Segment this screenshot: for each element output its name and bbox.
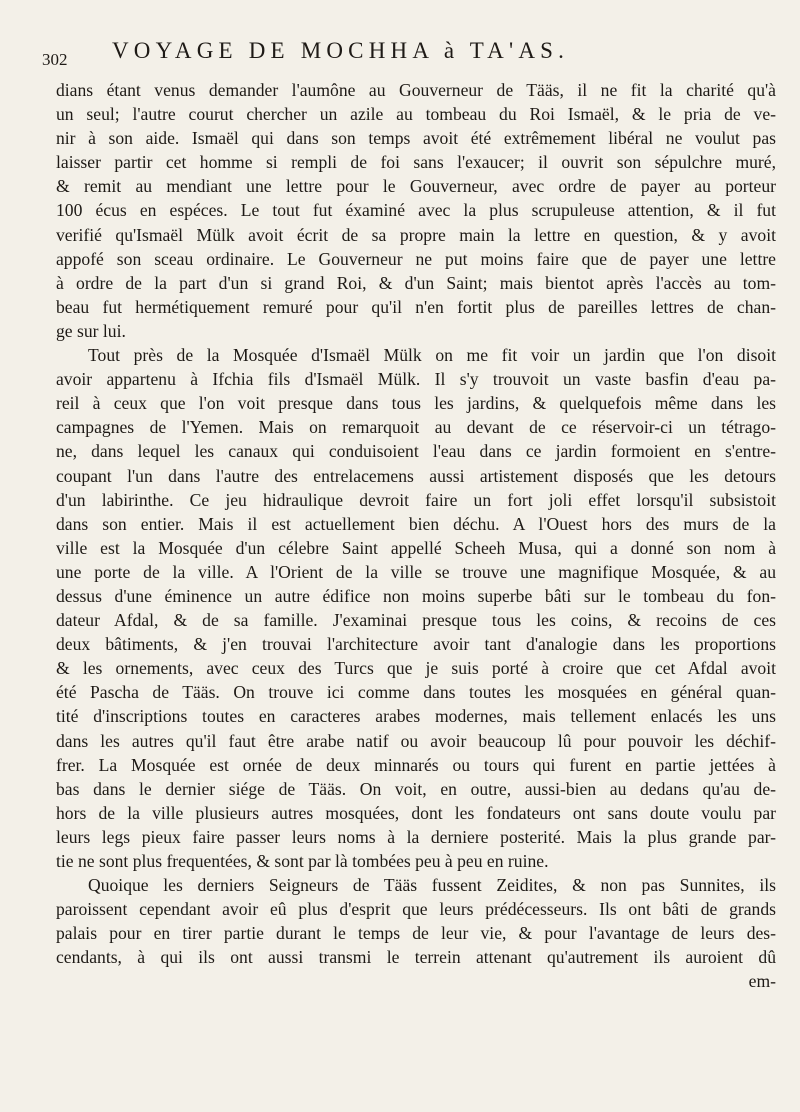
text-line: palais pour en tirer partie durant le temps de leur vie, & pour l'avantage de leurs des-: [56, 923, 776, 944]
text-line: hors de la ville plusieurs autres mosquées, dont les fondateurs ont sans doute voulu par: [56, 802, 776, 823]
text-line: ne, dans lequel les canaux qui conduisoient l'eau dans ce jardin formoient en s'entre-: [56, 441, 776, 462]
text-line: ville est la Mosquée d'un célebre Saint appellé Scheeh Musa, qui a donné son nom à: [56, 537, 776, 558]
text-line: & les ornements, avec ceux des Turcs que je suis porté à croire que cet Afdal avoit: [56, 658, 776, 679]
text-line: dateur Afdal, & de sa famille. J'examinai presque tous les coins, & recoins de ces: [56, 610, 776, 631]
text-line: campagnes de l'Yemen. Mais on remarquoit au devant de ce réservoir-ci un tétrago-: [56, 417, 776, 438]
paragraph-start-line: Quoique les derniers Seigneurs de Tääs fussent Zeidites, & non pas Sunnites, ils: [88, 875, 776, 896]
text-line: dians étant venus demander l'aumône au Gouverneur de Tääs, il ne fit la charité qu'à: [56, 80, 776, 100]
text-line: coupant l'un dans l'autre des entrelacemens aussi artistement disposés que les detours: [56, 465, 776, 486]
text-line: à ordre de la part d'un si grand Roi, & d'un Saint; mais bientot après l'accès au tom-: [56, 272, 776, 293]
text-line: 100 écus en espéces. Le tout fut éxaminé avec la plus scrupuleuse attention, & il fut: [56, 200, 776, 221]
text-line: cendants, à qui ils ont aussi transmi le terrein attenant qu'autrement ils auroient dû: [56, 947, 776, 968]
text-line: dans son entier. Mais il est actuellement bien déchu. A l'Ouest hors des murs de la: [56, 513, 776, 534]
text-line: tité d'inscriptions toutes en caracteres arabes modernes, mais tellement enlacés les uns: [56, 706, 776, 727]
text-line: été Pascha de Tääs. On trouve ici comme dans toutes les mosquées en général quan-: [56, 682, 776, 703]
text-line: avoir appartenu à Ifchia fils d'Ismaël Mülk. Il s'y trouvoit un vaste basfin d'eau pa-: [56, 369, 776, 390]
text-line: deux bâtiments, & j'en trouvai l'architecture avoir tant d'analogie dans les proportions: [56, 634, 776, 655]
text-line: appofé son sceau ordinaire. Le Gouverneur ne put moins faire que de payer une lettre: [56, 248, 776, 269]
body-text: [56, 78, 776, 994]
text-line: dessus d'une éminence un autre édifice non moins superbe bâti sur le tombeau du fon-: [56, 585, 776, 606]
text-line: leurs legs pieux faire passer leurs noms à la derniere posterité. Mais la plus grande par-: [56, 826, 776, 847]
text-line: un seul; l'autre courut chercher un azile au tombeau du Roi Ismaël, & le pria de ve-: [56, 104, 776, 125]
paragraph-start-line: Tout près de la Mosquée d'Ismaël Mülk on me fit voir un jardin que l'on disoit: [88, 345, 776, 366]
text-line: reil à ceux que l'on voit presque dans tous les jardins, & quelquefois même dans les: [56, 393, 776, 414]
text-line: laisser partir cet homme si rempli de foi sans l'exaucer; il ouvrit son sépulchre muré,: [56, 152, 776, 173]
text-line: verifié qu'Ismaël Mülk avoit écrit de sa propre main la lettre en question, & y avoit: [56, 224, 776, 245]
page-number: 302: [42, 50, 68, 69]
text-line: frer. La Mosquée est ornée de deux minnarés ou tours qui furent en partie jettées à: [56, 754, 776, 775]
paragraph-end-line: ge sur lui.: [56, 320, 126, 341]
text-line: dans les autres qu'il faut être arabe natif ou avoir beaucoup lû pour pouvoir les déchif-: [56, 730, 776, 751]
paragraph-end-line: tie ne sont plus frequentées, & sont par là tombées peu à peu en ruine.: [56, 851, 549, 871]
text-line: nir à son aide. Ismaël qui dans son temps avoit été extrêmement libéral ne voulut pas: [56, 128, 776, 149]
running-title: VOYAGE DE MOCHHA à TA'AS.: [112, 38, 570, 63]
text-line: une porte de la ville. A l'Orient de la ville se trouve une magnifique Mosquée, & au: [56, 561, 776, 582]
text-line: d'un labirinthe. Ce jeu hidraulique devroit faire un fort joli effet lorsqu'il subsistoit: [56, 489, 776, 510]
catchword: em-: [748, 971, 776, 992]
text-line: bas dans le dernier siége de Tääs. On voit, en outre, aussi-bien au dedans qu'au de-: [56, 778, 776, 799]
text-line: beau fut hermétiquement remuré pour qu'il n'en fortit plus de pareilles lettres de chan-: [56, 296, 776, 317]
text-line: paroissent cependant avoir eû plus d'esprit que leurs prédécesseurs. Ils ont bâti de grands: [56, 899, 776, 920]
text-line: & remit au mendiant une lettre pour le Gouverneur, avec ordre de payer au porteur: [56, 176, 776, 197]
